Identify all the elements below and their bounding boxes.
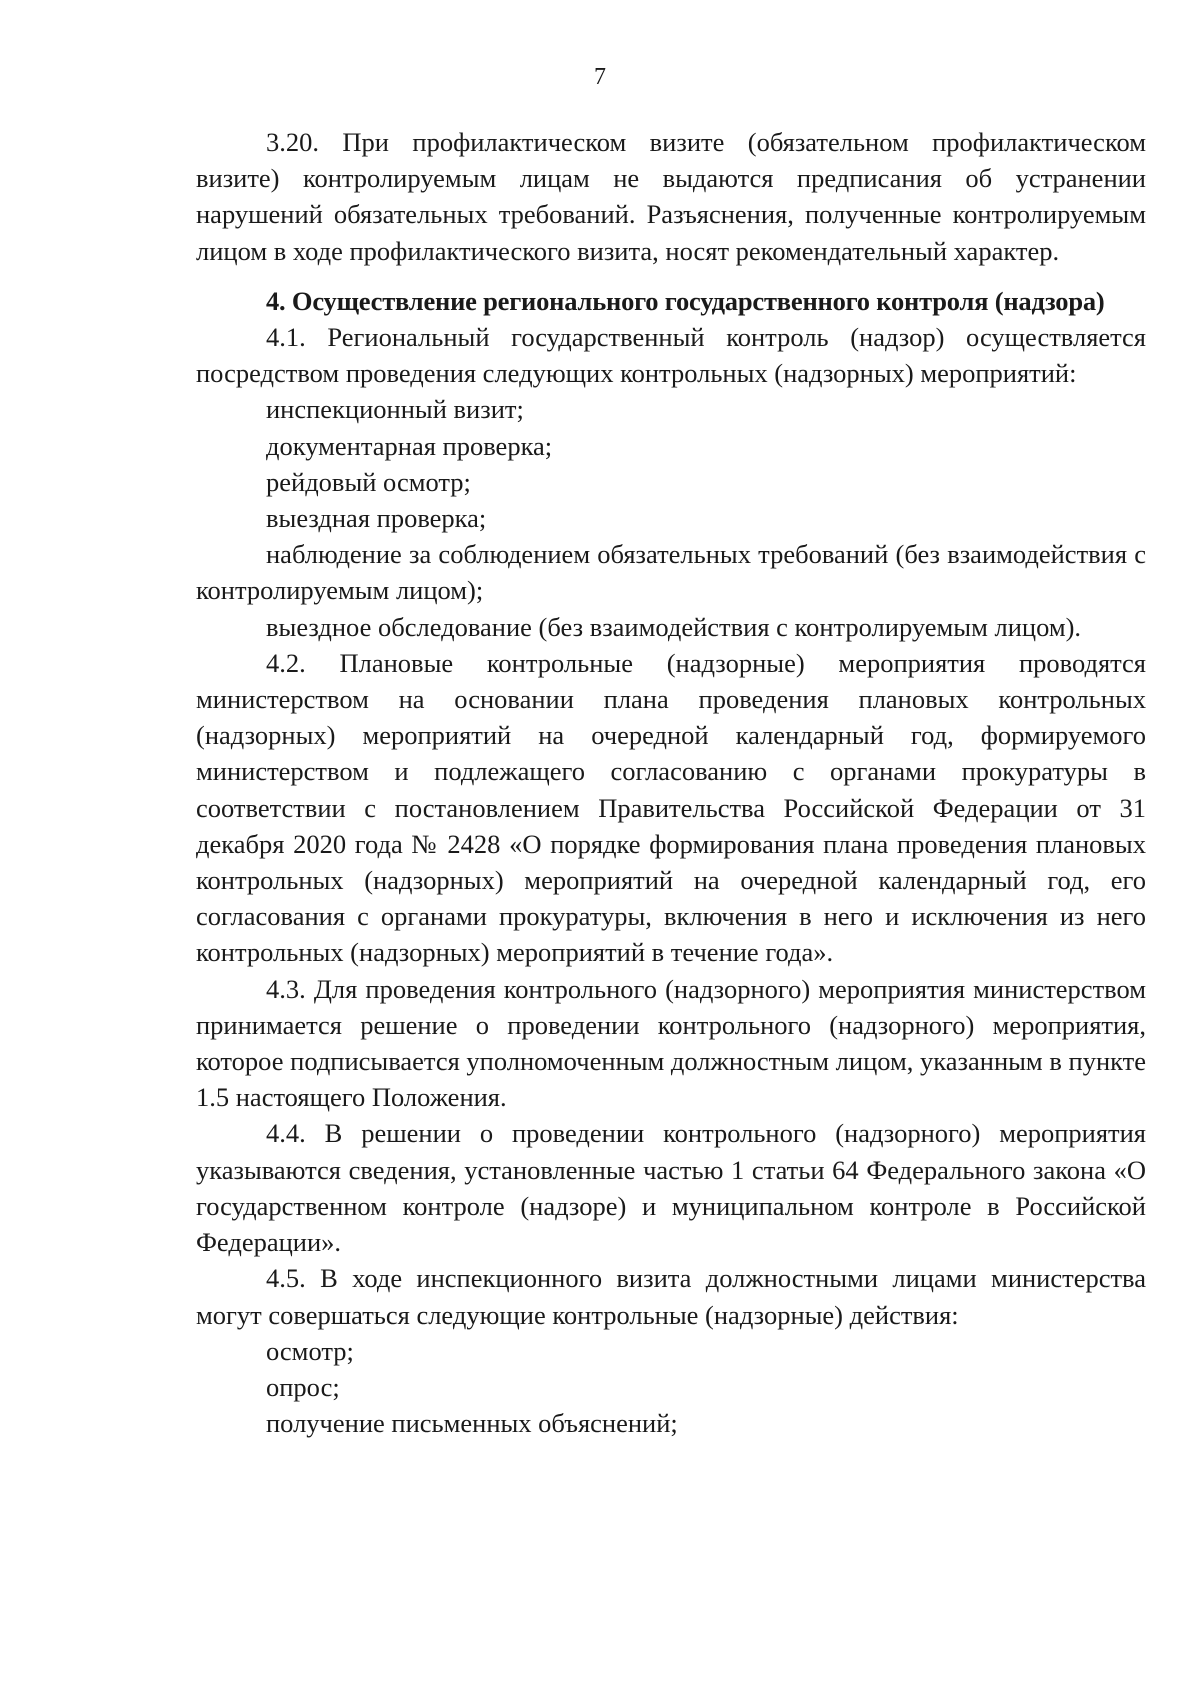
measure-item: рейдовый осмотр; [266,466,471,497]
paragraph-4-3: 4.3. Для проведения контрольного (надзорного) мероприятия министерством принимается решение о проведении контрольного (надзорного) мероприятия, которое подписывается уполномоченным должностным лицом, указанным в пункте 1.5 настоящего Положения. [196,973,1146,1113]
section-4-heading: 4. Осуществление регионального государственного контроля (надзора) [266,285,1105,316]
page-number: 7 [594,64,606,90]
measure-item: выездная проверка; [266,503,487,534]
paragraph-4-5: 4.5. В ходе инспекционного визита должностными лицами министерства могут совершаться следующие контрольные (надзорные) действия: [196,1263,1146,1330]
measure-item: выездное обследование (без взаимодействия с контролируемым лицом). [266,611,1082,642]
action-item: осмотр; [266,1335,354,1366]
paragraph-4-4: 4.4. В решении о проведении контрольного (надзорного) мероприятия указываются сведения, установленные частью 1 статьи 64 Федерального закона «О государственном контроле (надзоре) и муниципальном контроле в Российской Федерации». [196,1118,1146,1258]
paragraph-3-20: 3.20. При профилактическом визите (обязательном профилактическом визите) контролируемым лицам не выдаются предписания об устранении нарушений обязательных требований. Разъяснения, полученные контролируемым лицом в ходе профилактического визита, носят рекомендательный характер. [196,127,1146,266]
measure-item: наблюдение за соблюдением обязательных требований (без взаимодействия с контролируемым лицом); [196,539,1146,606]
action-item: опрос; [266,1371,340,1402]
document-body [196,124,1146,1441]
measure-item: документарная проверка; [266,430,553,461]
paragraph-4-2: 4.2. Плановые контрольные (надзорные) мероприятия проводятся министерством на основании плана проведения плановых контрольных (надзорных) мероприятий на очередной календарный год, формируемого министерством и подлежащего согласованию с органами прокуратуры в соответствии с постановлением Правительства Российской Федерации от 31 декабря 2020 года № 2428 «О порядке формирования плана проведения плановых контрольных (надзорных) мероприятий на очередной календарный год, его согласования с органами прокуратуры, включения в него и исключения из него контрольных (надзорных) мероприятий в течение года». [196,647,1146,968]
paragraph-4-1: 4.1. Региональный государственный контроль (надзор) осуществляется посредством проведения следующих контрольных (надзорных) мероприятий: [196,322,1146,389]
action-item: получение письменных объяснений; [266,1408,678,1439]
measure-item: инспекционный визит; [266,394,524,425]
measures-list [196,391,1146,644]
actions-list [196,1333,1146,1442]
